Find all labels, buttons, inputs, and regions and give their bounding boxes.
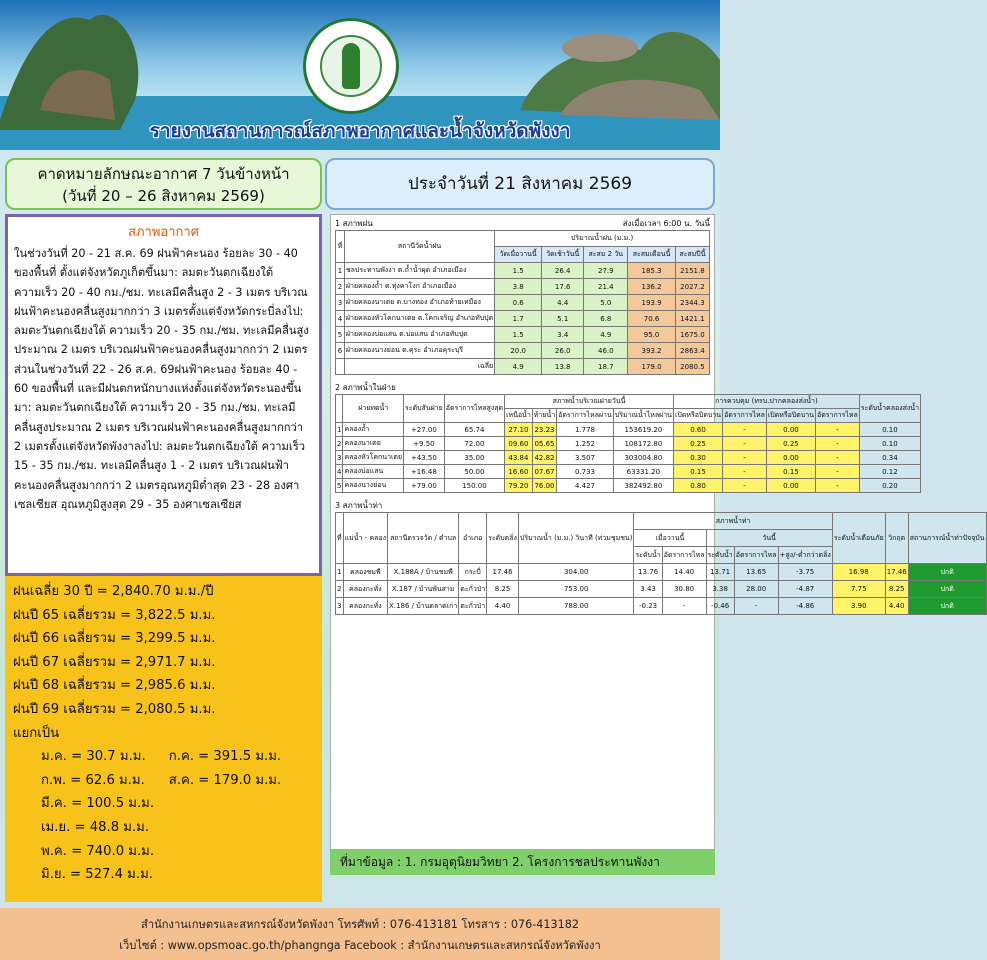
table-cell: 1.7 (495, 311, 542, 327)
month-value: ก.พ. = 62.6 ม.ม. (41, 772, 145, 788)
table-cell: 4 (336, 311, 345, 327)
table-cell: 14.40 (662, 564, 706, 581)
table-cell: 18.7 (584, 359, 628, 375)
table-cell: -0.23 (634, 598, 662, 615)
table-cell: 153619.20 (613, 423, 673, 437)
table-cell: 20.0 (495, 343, 542, 359)
table-cell: 4.4 (542, 295, 584, 311)
table1-header-year: สะสมปีนี้ (675, 247, 709, 263)
table-cell: - (723, 451, 767, 465)
table-cell: 1 (336, 263, 345, 279)
table2-header-downstream: ท้ายน้ำ (532, 409, 556, 423)
table-cell: 26.4 (542, 263, 584, 279)
table-cell: 27.9 (584, 263, 628, 279)
table-cell: 5.0 (584, 295, 628, 311)
rain-year-68: ฝนปี 68 เฉลี่ยรวม = 2,985.6 ม.ม. (13, 678, 216, 694)
month-value (169, 816, 314, 840)
table-cell: 393.2 (628, 343, 676, 359)
table-cell: 3.38 (706, 581, 734, 598)
table-cell: - (723, 465, 767, 479)
table-cell: 1.5 (495, 263, 542, 279)
table2-group2: การควบคุม (ทรบ.ปากคลองส่งน้ำ) (673, 395, 859, 409)
table-cell: 30.80 (662, 581, 706, 598)
table-cell: 304.00 (518, 564, 634, 581)
table-cell: 0.12 (859, 465, 920, 479)
table-cell: 5.1 (542, 311, 584, 327)
footer (0, 908, 720, 960)
table-cell: 95.0 (628, 327, 676, 343)
table3-col-wl-y: ระดับน้ำ (634, 547, 662, 564)
table-cell: คลองนาเตย (343, 437, 404, 451)
table-cell: คลองกะทั่ง (343, 598, 387, 615)
table-cell: 09.60 (505, 437, 533, 451)
table-cell: กระบี่ (459, 564, 487, 581)
table-cell: 79.20 (505, 479, 533, 493)
table-cell: - (816, 437, 860, 451)
table-cell: 3.90 (832, 598, 885, 615)
table-cell: 13.65 (734, 564, 778, 581)
rain-avg30: ฝนเฉลี่ย 30 ปี = 2,840.70 ม.ม./ปี (13, 584, 214, 599)
table3-header-bank: ระดับตลิ่ง (487, 513, 519, 564)
table-cell: คลองหัวโคกนาเตย (343, 451, 404, 465)
table-cell: 150.00 (444, 479, 504, 493)
month-value: ม.ค. = 30.7 ม.ม. (41, 749, 146, 765)
table-cell: 2 (336, 279, 345, 295)
table-cell: 65.74 (444, 423, 504, 437)
rain-year-69: ฝนปี 69 เฉลี่ยรวม = 2,080.5 ม.ม. (13, 701, 216, 717)
table-cell: 0.20 (859, 479, 920, 493)
table-cell: 382492.80 (613, 479, 673, 493)
month-row (13, 769, 314, 793)
table-cell: 21.4 (584, 279, 628, 295)
table-row (336, 479, 921, 493)
table-cell: 43.84 (505, 451, 533, 465)
table-row (336, 423, 921, 437)
table-cell: 3.4 (542, 327, 584, 343)
table-cell: 1 (336, 423, 343, 437)
table2-header-right-rate: อัตราการไหล (816, 409, 860, 423)
table-cell: 1 (336, 564, 344, 581)
table-cell: 3.8 (495, 279, 542, 295)
table-cell: 4.40 (487, 598, 519, 615)
table3-header-river: แม่น้ำ - คลอง (343, 513, 387, 564)
table-cell: - (816, 465, 860, 479)
month-value: พ.ค. = 740.0 ม.ม. (41, 843, 155, 859)
table-cell: 0.10 (859, 437, 920, 451)
table-cell: 23.23 (532, 423, 556, 437)
table-row (336, 327, 710, 343)
table-cell: 185.3 (628, 263, 676, 279)
table2-group1: สภาพน้ำบริเวณฝายวันนี้ (505, 395, 674, 409)
table-cell: คลองกะทั่ง (343, 581, 387, 598)
table3-header-max: ระดับน้ำเตือนภัย (832, 513, 885, 564)
table-cell: 8.25 (885, 581, 908, 598)
table3-header-no: ที่ (336, 513, 344, 564)
table2-header-right-open: เปิดหรือปิดบาน (766, 409, 815, 423)
table-cell: 8.25 (487, 581, 519, 598)
table-cell: ปกติ (908, 598, 986, 615)
table-cell: ตะกั่วป่า (459, 581, 487, 598)
forecast-line2: (วันที่ 20 – 26 สิงหาคม 2569) (62, 187, 265, 205)
footer-web: เว็บไซต์ : www.opsmoac.go.th/phangnga Facebook : สำนักงานเกษตรและสหกรณ์จังหวัดพังงา (119, 939, 601, 952)
table3-header-crit: วิกฤต (885, 513, 908, 564)
table-cell: 13.71 (706, 564, 734, 581)
table-cell: 2027.2 (675, 279, 709, 295)
month-row (13, 792, 314, 816)
table-cell: 70.6 (628, 311, 676, 327)
table-cell: ฝ่ายคลองบ่อแสน ต.บ่อแสน อำเภอทับปุด (344, 327, 494, 343)
ministry-logo (303, 18, 399, 114)
rainfall-table (335, 230, 710, 375)
table-cell: - (816, 423, 860, 437)
table-cell: 136.2 (628, 279, 676, 295)
table-row (336, 581, 987, 598)
table3-col-diff: +สูง/-ต่ำกว่าตลิ่ง (778, 547, 832, 564)
table2-header-volume: ปริมาณน้ำไหลผ่าน (613, 409, 673, 423)
table2-header-name: ฝายทดน้ำ (343, 395, 404, 423)
table-cell: - (816, 479, 860, 493)
data-tables-panel (330, 214, 985, 850)
weather-body: ในช่วงวันที่ 20 - 21 ส.ค. 69 ฝนฟ้าคะนอง ร้อยละ 30 - 40 ของพื้นที่ ตั้งแต่จังหวัดภูเก็ตขึ้นมา: ลมตะวันตกเฉียงใต้ ความเร็ว 20 - 40 กม./ชม. ทะเลมีคลื่นสูง 2 - 3 เมตร บริเวณฝนฟ้าคะนองคลื่นสูงมากกว่า 3 เมตรตั้งแต่จังหวัดกระบี่ลงไป: ลมตะวันตกเฉียงใต้ ความเร็ว 20 - 35 กม./ชม. ทะเลมีคลื่นสูงประมาณ 2 เมตร บริเวณฝนฟ้าคะนองคลื่นสูงมากกว่า 2 เมตรส่วนในช่วงวันที่ 22 - 26 ส.ค. 69ฝนฟ้าคะนอง ร้อยละ 40 - 60 ของพื้นที่ และมีฝนตกหนักบางแห่งตั้งแต่จังหวัดระนองขึ้นมา: ลมตะวันตกเฉียงใต้ ความเร็ว 20 - 35 กม./ชม. ทะเลมีคลื่นสูงประมาณ 2 เมตร บริเวณฝนฟ้าคะนองคลื่นสูงมากกว่า 2 เมตรตั้งแต่จังหวัดพังงาลงไป: ลมตะวันตกเฉียงใต้ ความเร็ว 15 - 35 กม./ชม. ทะเลมีคลื่นสูง 1 - 2 เมตร บริเวณฝนฟ้าคะนองคลื่นสูงมากกว่า 2 เมตรอุณหภูมิต่ำสุด 23 - 28 องศาเซลเซียส อุณหภูมิสูงสุด 29 - 35 องศาเซลเซียส (14, 247, 309, 511)
rain-year-66: ฝนปี 66 เฉลี่ยรวม = 3,299.5 ม.ม. (13, 631, 216, 647)
table-cell: 0.15 (673, 465, 722, 479)
table-cell: -3.75 (778, 564, 832, 581)
month-value: ส.ค. = 179.0 ม.ม. (168, 772, 282, 788)
table-cell: 4.9 (584, 327, 628, 343)
footer-contact: สำนักงานเกษตรและสหกรณ์จังหวัดพังงา โทรศัพท์ : 076-413181 โทรสาร : 076-413182 (141, 918, 579, 931)
table-cell: 27.10 (505, 423, 533, 437)
month-row (13, 816, 314, 840)
month-value: มี.ค. = 100.5 ม.ม. (41, 796, 155, 812)
table-cell: -4.86 (778, 598, 832, 615)
table2-header-left-rate: อัตราการไหล (723, 409, 767, 423)
table-cell: 5 (336, 327, 345, 343)
table-cell: +79.00 (404, 479, 445, 493)
table-cell: คลองนางย่อน (343, 479, 404, 493)
table-cell: ปกติ (908, 564, 986, 581)
month-row (13, 745, 314, 769)
table1-header-month: สะสมเดือนนี้ (628, 247, 676, 263)
table-cell: 76.00 (532, 479, 556, 493)
table-cell: 3 (336, 598, 344, 615)
table-cell: X.187 / บ้านพันสาม (388, 581, 459, 598)
table-cell: 2863.4 (675, 343, 709, 359)
table-cell: 13.8 (542, 359, 584, 375)
table-cell: 17.46 (487, 564, 519, 581)
table3-header-capacity: ปริมาณน้ำ (ม.ม.) วินาที (ท่วมชุมชน) (518, 513, 634, 564)
table-cell: 63331.20 (613, 465, 673, 479)
table-cell: คลองถ้ำ (343, 423, 404, 437)
table-cell: 72.00 (444, 437, 504, 451)
weather-heading: สภาพอากาศ (128, 225, 199, 240)
table-cell: +27.00 (404, 423, 445, 437)
table-cell: ชลประทานพังงา ต.ถ้ำน้ำผุด อำเภอเมือง (344, 263, 494, 279)
table-cell: X.188A / บ้านชมพี (388, 564, 459, 581)
table-row (336, 598, 987, 615)
table3-col-wl-t: ระดับน้ำ (706, 547, 734, 564)
table-cell: ฝ่ายคลองนางย่อน ต.คุระ อำเภอคุระบุรี (344, 343, 494, 359)
data-source: ที่มาข้อมูล : 1. กรมอุตุนิยมวิทยา 2. โครงการชลประทานพังงา (330, 850, 715, 875)
table3-group: สภาพน้ำท่า (634, 513, 832, 530)
table-cell: 108172.80 (613, 437, 673, 451)
table3-header-district: อำเภอ (459, 513, 487, 564)
table-cell: +43.50 (404, 451, 445, 465)
table-cell: 0.733 (557, 465, 614, 479)
table-cell: 07.67 (532, 465, 556, 479)
table-cell: 1.5 (495, 327, 542, 343)
month-value: มิ.ย. = 527.4 ม.ม. (41, 867, 153, 883)
table-row (336, 311, 710, 327)
table3-sub-yesterday: เมื่อวานนี้ (634, 530, 706, 547)
table-cell: - (723, 479, 767, 493)
table-cell: 193.9 (628, 295, 676, 311)
table-row (336, 263, 710, 279)
month-value: ก.ค. = 391.5 ม.ม. (168, 749, 282, 765)
table-cell: 0.80 (673, 479, 722, 493)
table-cell: +16.48 (404, 465, 445, 479)
table-cell: 3.507 (557, 451, 614, 465)
table-cell: 0.00 (766, 479, 815, 493)
table-cell: 13.76 (634, 564, 662, 581)
table-cell: -0.46 (706, 598, 734, 615)
table-cell: 28.00 (734, 581, 778, 598)
monthly-rainfall-list (13, 745, 314, 887)
table-cell: 0.25 (673, 437, 722, 451)
table2-header-canal: ระดับน้ำคลองส่งน้ำ (859, 395, 920, 423)
table-cell: 42.82 (532, 451, 556, 465)
table-row (336, 465, 921, 479)
rain-year-65: ฝนปี 65 เฉลี่ยรวม = 3,822.5 ม.ม. (13, 607, 216, 623)
daily-date-box: ประจำวันที่ 21 สิงหาคม 2569 (325, 158, 715, 210)
table3-sub-today: วันนี้ (706, 530, 832, 547)
table-cell: 1.778 (557, 423, 614, 437)
month-row (13, 863, 314, 887)
table-row (336, 451, 921, 465)
table-cell: 2 (336, 437, 343, 451)
table-row (336, 295, 710, 311)
table-cell: 0.10 (859, 423, 920, 437)
table2-header-flow: อัตราการไหลสูงสุด (444, 395, 504, 423)
table-cell: 0.60 (673, 423, 722, 437)
table3-section-title: 3 สภาพน้ำท่า (335, 501, 383, 510)
table-cell: 3.43 (634, 581, 662, 598)
table-cell: ฝ่ายคลองนาเตย ต.บางทอง อำเภอท้ายเหมือง (344, 295, 494, 311)
table-cell: 6 (336, 343, 345, 359)
table-cell: 17.6 (542, 279, 584, 295)
table-cell: - (723, 437, 767, 451)
table-cell: 16.98 (832, 564, 885, 581)
table-cell: 3 (336, 295, 345, 311)
rain-split-label: แยกเป็น (13, 725, 60, 741)
table-cell: 26.0 (542, 343, 584, 359)
table-cell: 0.30 (673, 451, 722, 465)
table-cell: เฉลี่ย (344, 359, 494, 375)
month-value (169, 840, 314, 864)
table-cell: 179.0 (628, 359, 676, 375)
forecast-line1: คาดหมายลักษณะอากาศ 7 วันข้างหน้า (37, 165, 290, 183)
table-cell: +9.50 (404, 437, 445, 451)
table-cell: ปกติ (908, 581, 986, 598)
table-cell: 0.00 (766, 423, 815, 437)
table-cell: 2344.3 (675, 295, 709, 311)
weather-panel (5, 214, 322, 576)
table2-section-title: 2 สภาพน้ำในฝ่าย (335, 383, 396, 392)
table1-sent-time: ส่งเมื่อเวลา 6:00 น. วันนี้ (622, 219, 710, 228)
table-cell: 1675.0 (675, 327, 709, 343)
month-value (169, 863, 314, 887)
table-cell: 4.427 (557, 479, 614, 493)
forecast-heading-box (5, 158, 322, 210)
page-title: รายงานสถานการณ์สภาพอากาศและน้ำจังหวัดพังงา (149, 120, 571, 142)
table-cell: ตะกั่วป่า (459, 598, 487, 615)
table1-header-station: สถานีวัดน้ำฝน (344, 231, 494, 263)
table-cell: 753.00 (518, 581, 634, 598)
table-row (336, 437, 921, 451)
table-cell: 2151.8 (675, 263, 709, 279)
table-cell: 4.40 (885, 598, 908, 615)
table-cell: 303004.80 (613, 451, 673, 465)
table-cell: 0.25 (766, 437, 815, 451)
weir-table (335, 394, 921, 493)
table3-col-q-t: อัตราการไหล (734, 547, 778, 564)
table3-header-station: สถานีตรวจวัด / ตำบล (388, 513, 459, 564)
table2-header-crest: ระดับสันฝาย (404, 395, 445, 423)
table-cell: คลองบ่อแสน (343, 465, 404, 479)
table-cell: 0.00 (766, 451, 815, 465)
table-cell: - (734, 598, 778, 615)
rain-year-67: ฝนปี 67 เฉลี่ยรวม = 2,971.7 ม.ม. (13, 654, 216, 670)
table1-header-2day: สะสม 2 วัน (584, 247, 628, 263)
header-banner (0, 0, 720, 150)
table-cell: - (662, 598, 706, 615)
month-row (13, 840, 314, 864)
table2-header-upstream: เหนือน้ำ (505, 409, 533, 423)
table-cell: 6.8 (584, 311, 628, 327)
table-cell: 3 (336, 451, 343, 465)
table-cell: 2080.5 (675, 359, 709, 375)
table-cell: 1.252 (557, 437, 614, 451)
table-cell: - (816, 451, 860, 465)
table-cell: X.186 / บ้านตลาดเก่า (388, 598, 459, 615)
table3-header-status: สถานการณ์น้ำท่าปัจจุบัน (908, 513, 986, 564)
table-cell: ฝ่ายคลองหัวโคกนาเตย ต.โคกเจริญ อำเภอทับปุด (344, 311, 494, 327)
table-row (336, 343, 710, 359)
table3-col-q-y: อัตราการไหล (662, 547, 706, 564)
table-cell: 7.75 (832, 581, 885, 598)
table-cell: 0.6 (495, 295, 542, 311)
table1-header-yesterday: วัดเมื่อวานนี้ (495, 247, 542, 263)
table-cell: 50.00 (444, 465, 504, 479)
table-cell: 05.65 (532, 437, 556, 451)
river-table (335, 512, 987, 615)
table1-unit-header: ปริมาณน้ำฝน (ม.ม.) (495, 231, 710, 247)
table-cell: 1421.1 (675, 311, 709, 327)
table-cell: 16.60 (505, 465, 533, 479)
table-cell: คลองชมพี (343, 564, 387, 581)
table-cell: 0.34 (859, 451, 920, 465)
table-cell: 35.00 (444, 451, 504, 465)
table2-header-rate: อัตราการไหลผ่าน (557, 409, 614, 423)
table-cell: - (723, 423, 767, 437)
table-cell: 4.9 (495, 359, 542, 375)
table-cell: 788.00 (518, 598, 634, 615)
table-row-average (336, 359, 710, 375)
month-value: เม.ย. = 48.8 ม.ม. (41, 819, 150, 835)
rainfall-panel (5, 576, 322, 902)
table-cell: ฝ่ายคลองถ้ำ ต.ทุ่งคาโงก อำเภอเมือง (344, 279, 494, 295)
month-value (169, 792, 314, 816)
table-cell: 2 (336, 581, 344, 598)
table1-header-no: ที่ (336, 231, 345, 263)
table-row (336, 279, 710, 295)
table-cell: -4.87 (778, 581, 832, 598)
table-cell: 17.46 (885, 564, 908, 581)
table-cell: 46.0 (584, 343, 628, 359)
table-cell: 0.15 (766, 465, 815, 479)
table-cell: 4 (336, 465, 343, 479)
table1-section-title: 1 สภาพฝน (335, 219, 373, 228)
table2-header-left-open: เปิดหรือปิดบาน (673, 409, 722, 423)
table-cell: 5 (336, 479, 343, 493)
table-row (336, 564, 987, 581)
table1-header-today: วัดเช้าวันนี้ (542, 247, 584, 263)
